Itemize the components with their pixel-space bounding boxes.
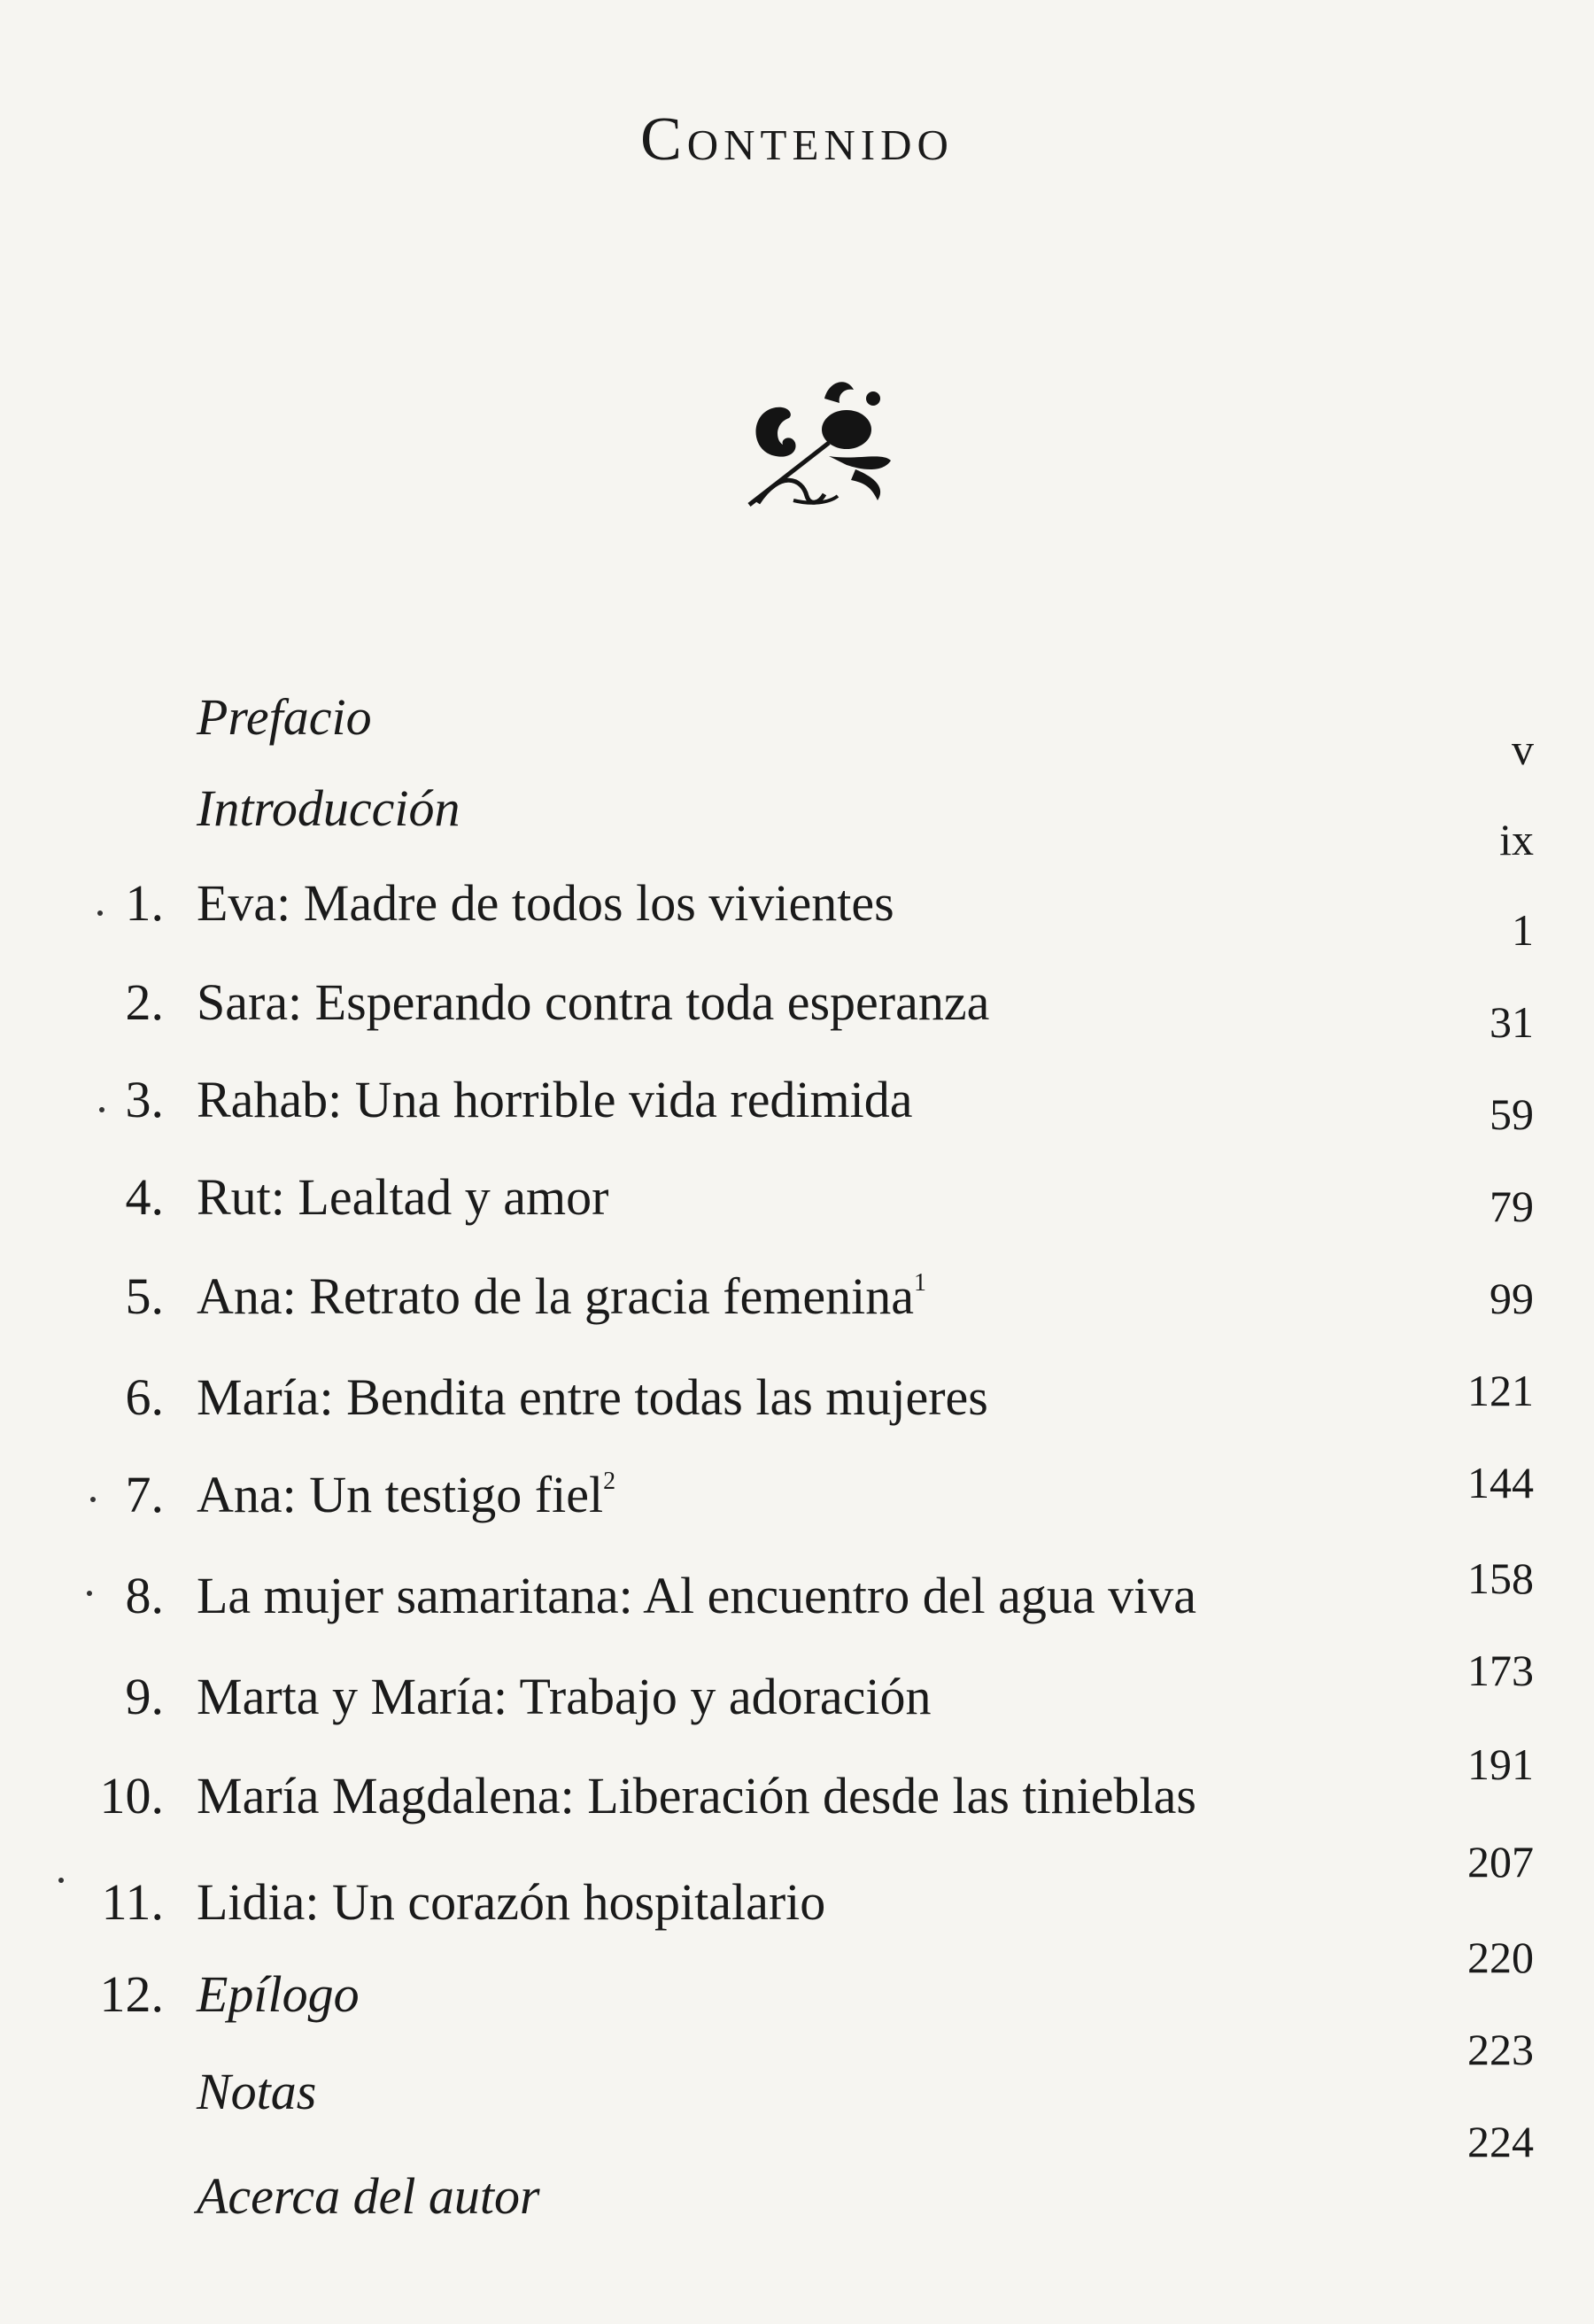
toc-entry-label: Marta y María: Trabajo y adoración xyxy=(197,1668,932,1725)
print-speck xyxy=(97,910,103,916)
toc-page-number: ix xyxy=(1499,815,1534,864)
toc-entry-label: Rahab: Una horrible vida redimida xyxy=(197,1071,913,1128)
toc-entry-label: María: Bendita entre todas las mujeres xyxy=(197,1368,988,1426)
toc-entry-notas[interactable] xyxy=(0,2057,1594,2127)
toc-entry-number: 6. xyxy=(125,1368,164,1426)
toc-entry-number: 4. xyxy=(125,1168,164,1226)
toc-entry-label: Introducción xyxy=(197,779,460,837)
print-speck xyxy=(90,1497,96,1502)
toc-entry-number: 7. xyxy=(125,1466,164,1523)
toc-page-number: 31 xyxy=(1490,997,1534,1047)
toc-entry-chapter-10[interactable] xyxy=(0,1761,1594,1832)
toc-page-number: 59 xyxy=(1490,1089,1534,1139)
floral-ornament-icon xyxy=(740,372,900,514)
toc-entry-number: 12. xyxy=(99,1965,164,2023)
toc-entry-label: Prefacio xyxy=(197,688,372,746)
footnote-marker[interactable]: 1 xyxy=(914,1269,926,1297)
toc-page-number: 158 xyxy=(1467,1553,1534,1603)
toc-entry-chapter-4[interactable] xyxy=(0,1162,1594,1233)
toc-entry-label xyxy=(197,1460,615,1530)
toc-entry-label-text: Ana: Un testigo fiel xyxy=(197,1466,604,1523)
toc-entry-label: Notas xyxy=(197,2063,317,2120)
toc-entry-label: Sara: Esperando contra toda esperanza xyxy=(197,973,990,1031)
toc-entry-chapter-8[interactable] xyxy=(0,1561,1594,1631)
toc-entry-number: 1. xyxy=(125,874,164,932)
toc-page-number: 173 xyxy=(1467,1646,1534,1695)
toc-page-number: v xyxy=(1512,724,1534,774)
toc-page-number: 220 xyxy=(1467,1933,1534,1982)
toc-entry-chapter-12[interactable] xyxy=(0,1959,1594,2030)
toc-entry-chapter-5[interactable] xyxy=(0,1261,1594,1332)
toc-entry-label: Lidia: Un corazón hospitalario xyxy=(197,1873,826,1931)
toc-entry-chapter-9[interactable] xyxy=(0,1662,1594,1732)
toc-entry-number: 9. xyxy=(125,1668,164,1725)
toc-entry-label: Acerca del autor xyxy=(197,2167,540,2225)
toc-entry-label: Rut: Lealtad y amor xyxy=(197,1168,609,1226)
toc-page-number: 1 xyxy=(1512,905,1534,955)
toc-page-number: 121 xyxy=(1467,1366,1534,1415)
toc-entry-number: 5. xyxy=(125,1267,164,1325)
toc-entry-chapter-7[interactable] xyxy=(0,1460,1594,1530)
toc-entry-acerca-del-autor[interactable] xyxy=(0,2161,1594,2232)
toc-page-number: 191 xyxy=(1467,1739,1534,1789)
toc-entry-chapter-3[interactable] xyxy=(0,1065,1594,1135)
toc-entry-label: María Magdalena: Liberación desde las tinieblas xyxy=(197,1767,1196,1824)
toc-entry-chapter-2[interactable] xyxy=(0,967,1594,1038)
page-title: Contenido xyxy=(640,105,954,174)
toc-entry-introduccion[interactable] xyxy=(0,773,1594,844)
toc-entry-label: La mujer samaritana: Al encuentro del agua viva xyxy=(197,1567,1196,1624)
toc-page-number: 79 xyxy=(1490,1181,1534,1231)
print-speck xyxy=(99,1107,104,1112)
toc-entry-label: Epílogo xyxy=(197,1965,360,2023)
toc-entry-number: 3. xyxy=(125,1071,164,1128)
print-speck xyxy=(58,1878,64,1883)
toc-entry-chapter-6[interactable] xyxy=(0,1362,1594,1433)
toc-page-number: 99 xyxy=(1490,1274,1534,1323)
toc-page-number: 223 xyxy=(1467,2025,1534,2074)
toc-entry-number: 11. xyxy=(101,1873,164,1931)
print-speck xyxy=(87,1591,92,1596)
toc-entry-label xyxy=(197,1261,926,1332)
toc-page-number: 144 xyxy=(1467,1458,1534,1507)
toc-page-number: 224 xyxy=(1467,2117,1534,2166)
toc-entry-label: Eva: Madre de todos los vivientes xyxy=(197,874,894,932)
toc-entry-chapter-11[interactable] xyxy=(0,1867,1594,1938)
toc-entry-number: 8. xyxy=(125,1567,164,1624)
toc-entry-chapter-1[interactable] xyxy=(0,868,1594,939)
toc-entry-number: 2. xyxy=(125,973,164,1031)
toc-entry-label-text: Ana: Retrato de la gracia femenina xyxy=(197,1267,914,1325)
toc-entry-prefacio[interactable] xyxy=(0,682,1594,753)
toc-page-number: 207 xyxy=(1467,1837,1534,1886)
toc-entry-number: 10. xyxy=(99,1767,164,1824)
footnote-marker[interactable]: 2 xyxy=(603,1468,616,1495)
